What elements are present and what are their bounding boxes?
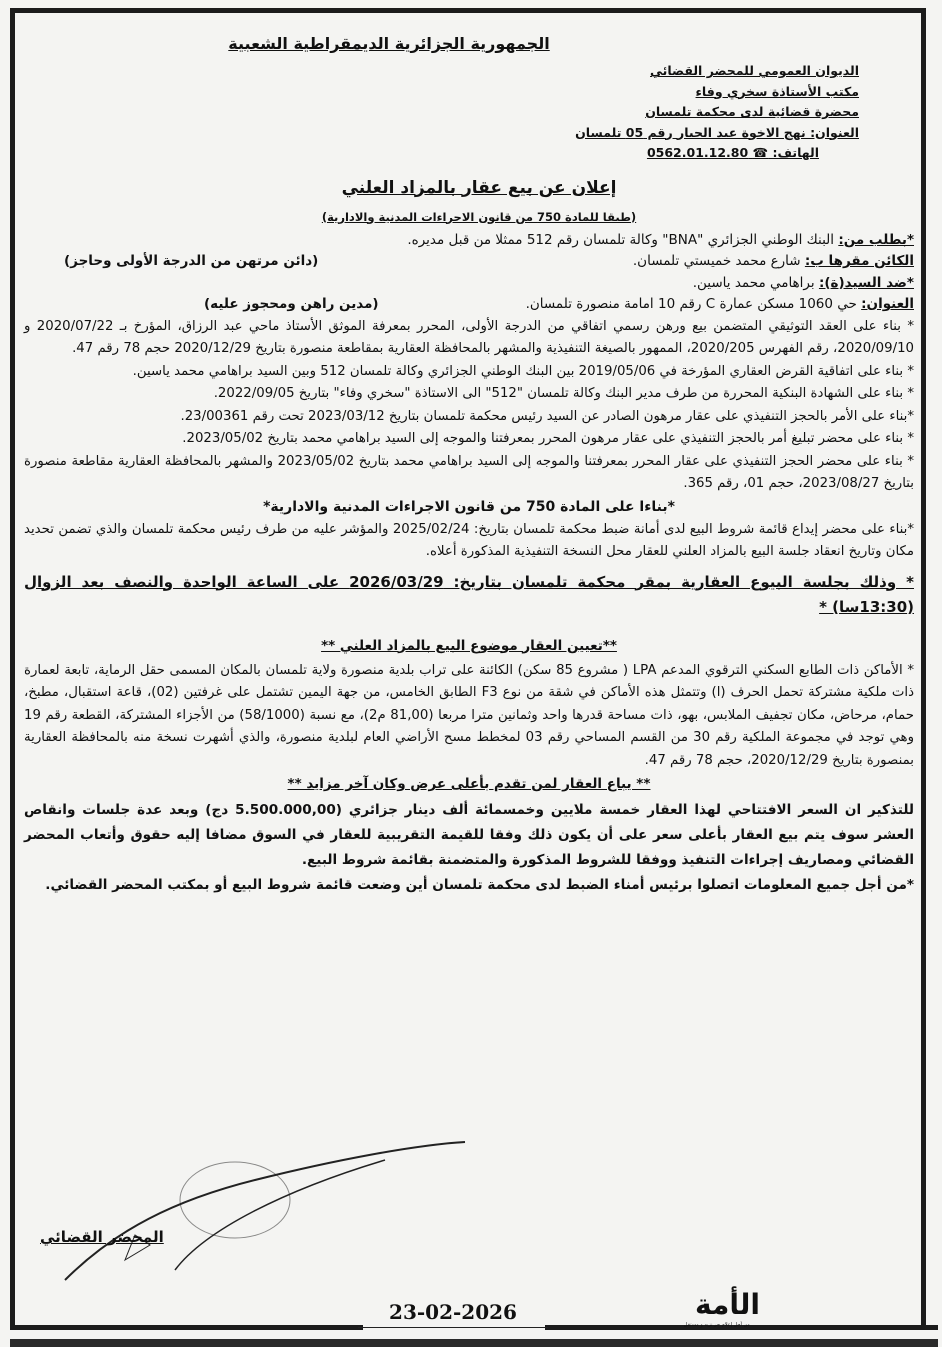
recital: * بناء على الشهادة البنكية المحررة من طرف مدير البنك وكالة تلمسان "512" الى الاستاذة "سخري وفاء" بتاريخ 2022/09/05. bbox=[213, 386, 914, 401]
newspaper-tagline: من أجل إعلام حر نزيه و مستقل bbox=[683, 1322, 750, 1328]
newspaper-logo bbox=[640, 1288, 760, 1330]
address-value: حي 1060 مسكن عمارة C رقم 10 امامة منصورة تلمسان. bbox=[525, 296, 862, 312]
newspaper-logo-wordmark: الأمة bbox=[695, 1288, 760, 1321]
notice-content bbox=[24, 24, 914, 898]
requester-line bbox=[24, 230, 914, 252]
office-line: محضرة قضائية لدى محكمة تلمسان bbox=[645, 104, 859, 119]
phone-label: الهاتف: bbox=[772, 145, 819, 160]
frame-bottom-left bbox=[10, 1325, 363, 1330]
seat-value: شارع محمد خميستي تلمسان. bbox=[632, 253, 805, 269]
notice-subtitle: (طبقا للمادة 750 من قانون الاجراءات المدنية والادارية) bbox=[321, 209, 637, 224]
seat-line bbox=[24, 251, 914, 273]
recital: * بناء على العقد التوثيقي المتضمن بيع ورهن رسمي اتفاقي من الدرجة الأولى، المحرر بمعرفة الموثق الأستاذ ماحي عبد الرزاق، المؤرخ بـ 2020/07/22 و 2020/09/10، رقم الفهرس 2020/205، الممهور بالصيغة التنفيذية والمشهر بالمحافظة العقارية بمقاطعة منصورة بتاريخ 2020/12/29 حجم 78 رقم 47. bbox=[24, 318, 914, 356]
bailiff-signature-label: المحضر القضائي bbox=[40, 1228, 164, 1246]
publication-date: 23-02-2026 bbox=[389, 1300, 517, 1324]
article-750-line: *بناءا على المادة 750 من قانون الاجراءات المدنية والادارية* bbox=[263, 498, 675, 515]
office-phone bbox=[539, 143, 859, 164]
recital: * بناء على اتفاقية القرض العقاري المؤرخة في 2019/05/06 بين البنك الوطني الجزائري وكالة تلمسان 512 وبين السيد براهامي محمد ياسين. bbox=[132, 363, 914, 379]
debtor-role: (مدين راهن ومحجوز عليه) bbox=[204, 296, 379, 312]
page-separator-bar bbox=[10, 1339, 938, 1347]
recital: *بناء على الأمر بالحجز التنفيذي على عقار مرهون الصادر عن السيد رئيس محكمة تلمسان بتاريخ 2023/03/12 تحت رقم 23/00361. bbox=[180, 408, 914, 424]
property-heading: **تعيين العقار موضوع البيع بالمزاد العلني ** bbox=[321, 637, 617, 654]
info-paragraph: *من أجل جميع المعلومات اتصلوا برئيس أمناء الضبط لدى محكمة تلمسان أين وضعت قائمة شروط البيع أو بمكتب المحضر القضائي. bbox=[45, 877, 914, 893]
phone-number: 0562.01.12.80 bbox=[646, 145, 749, 160]
requester-label: *بطلب من: bbox=[838, 231, 914, 248]
republic-heading: الجمهورية الجزائرية الديمقراطية الشعبية bbox=[228, 34, 550, 53]
seat-label: الكائن مقرها ب: bbox=[804, 253, 914, 269]
against-line bbox=[24, 273, 914, 295]
price-paragraph: للتذكير ان السعر الافتتاحي لهذا العقار خمسة ملايين وخمسمائة ألف دينار جزائري (5.500.000,00 دج) وبعد عدة جلسات وانقاص العشر سوف يتم بيع العقار بأعلى سعر على أن يكون ذلك وفقا للقيمة التقريبية للعقار في السوق مضافا إليه حقوق وأتعاب المحضر القضائي ومصاريف إجراءات التنفيذ ووفقا للشروط المذكورة والمتضمنة بقائمة شروط البيع. bbox=[24, 802, 914, 868]
recital: * بناء على محضر الحجز التنفيذي على عقار المحرر بمعرفتنا والموجه إلى السيد براهامي محمد بتاريخ 2023/05/02 والمشهر بالمحافظة العقارية مقاطعة منصورة بتاريخ 2023/08/27، حجم 01، رقم 365. bbox=[24, 453, 914, 491]
office-line: مكتب الأستاذة سخري وفاء bbox=[695, 83, 859, 99]
property-description: * الأماكن ذات الطابع السكني الترقوي المدعم LPA ( مشروع 85 سكن) الكائنة على تراب بلدية منصورة ولاية تلمسان بالمكان المسمى حقل الرماية، تابعة لعمارة ذات ملكية مشتركة تحمل الحرف (ا) وتتمثل هذه الأماكن في شقة من نوع F3 الطابق الخامس، من جهة اليمين تشتمل على غرفتين (02)، قاعة استقبال، مطبخ، حمام، مرحاض، مكان تجفيف الملابس، بهو، ذات مساحة قدرها واحد وثمانين مترا مربعا (81,00 م2)، مع نسبة (58/1000) من الأجزاء المشتركة، القطعة رقم 19 وهي توجد في مجموعة الملكية رقم 30 من القسم المساحي رقم 03 لمخطط مسح الأراضي العام لبلدية منصورة، والذي أشهرت نسخة منه بالمحافظة العقارية بمنصورة بتاريخ 2020/12/29، حجم 78 رقم 47. bbox=[24, 662, 914, 768]
requester-value: البنك الوطني الجزائري "BNA" وكالة تلمسان رقم 512 ممثلا من قبل مديره. bbox=[407, 231, 839, 248]
deposit-recital: *بناء على محضر إيداع قائمة شروط البيع لدى أمانة ضبط محكمة تلمسان بتاريخ: 2025/02/24 والمؤشر عليه من طرف رئيس محكمة تلمسان والذي تضمن تحديد مكان وتاريخ انعقاد جلسة البيع بالمزاد العلني للعقار محل النسخة التنفيذية المذكورة أعلاه. bbox=[24, 521, 914, 559]
office-line: الديوان العمومي للمحضر القضائي bbox=[650, 63, 859, 78]
office-line: العنوان: نهج الاخوة عبد الجبار رقم 05 تلمسان bbox=[575, 124, 859, 140]
telephone-icon: ☎ bbox=[752, 145, 769, 160]
creditor-role: (دائن مرتهن من الدرجة الأولى وحاجز) bbox=[64, 253, 319, 269]
frame-bottom-under-date bbox=[358, 1327, 548, 1328]
notice-title: إعلان عن بيع عقار بالمزاد العلني bbox=[341, 177, 617, 198]
hearing-date-line: * وذلك بجلسة البيوع العقارية بمقر محكمة تلمسان بتاريخ: 2026/03/29 على الساعة الواحدة والنصف بعد الزوال (13:30سا) * bbox=[24, 572, 914, 616]
against-label: *ضد السيد(ة): bbox=[818, 274, 914, 291]
sale-heading: ** يباع العقار لمن تقدم بأعلى عرض وكان آخر مزايد ** bbox=[287, 776, 651, 792]
against-value: براهامي محمد ياسين. bbox=[692, 274, 819, 291]
address-line bbox=[24, 294, 914, 316]
address-label: العنوان: bbox=[861, 296, 914, 312]
bailiff-office-block bbox=[539, 61, 859, 164]
recital: * بناء على محضر تبليغ أمر بالحجز التنفيذي على عقار مرهون المحرر بمعرفتنا والموجه إلى السيد براهامي محمد بتاريخ 2023/05/02. bbox=[182, 431, 914, 446]
